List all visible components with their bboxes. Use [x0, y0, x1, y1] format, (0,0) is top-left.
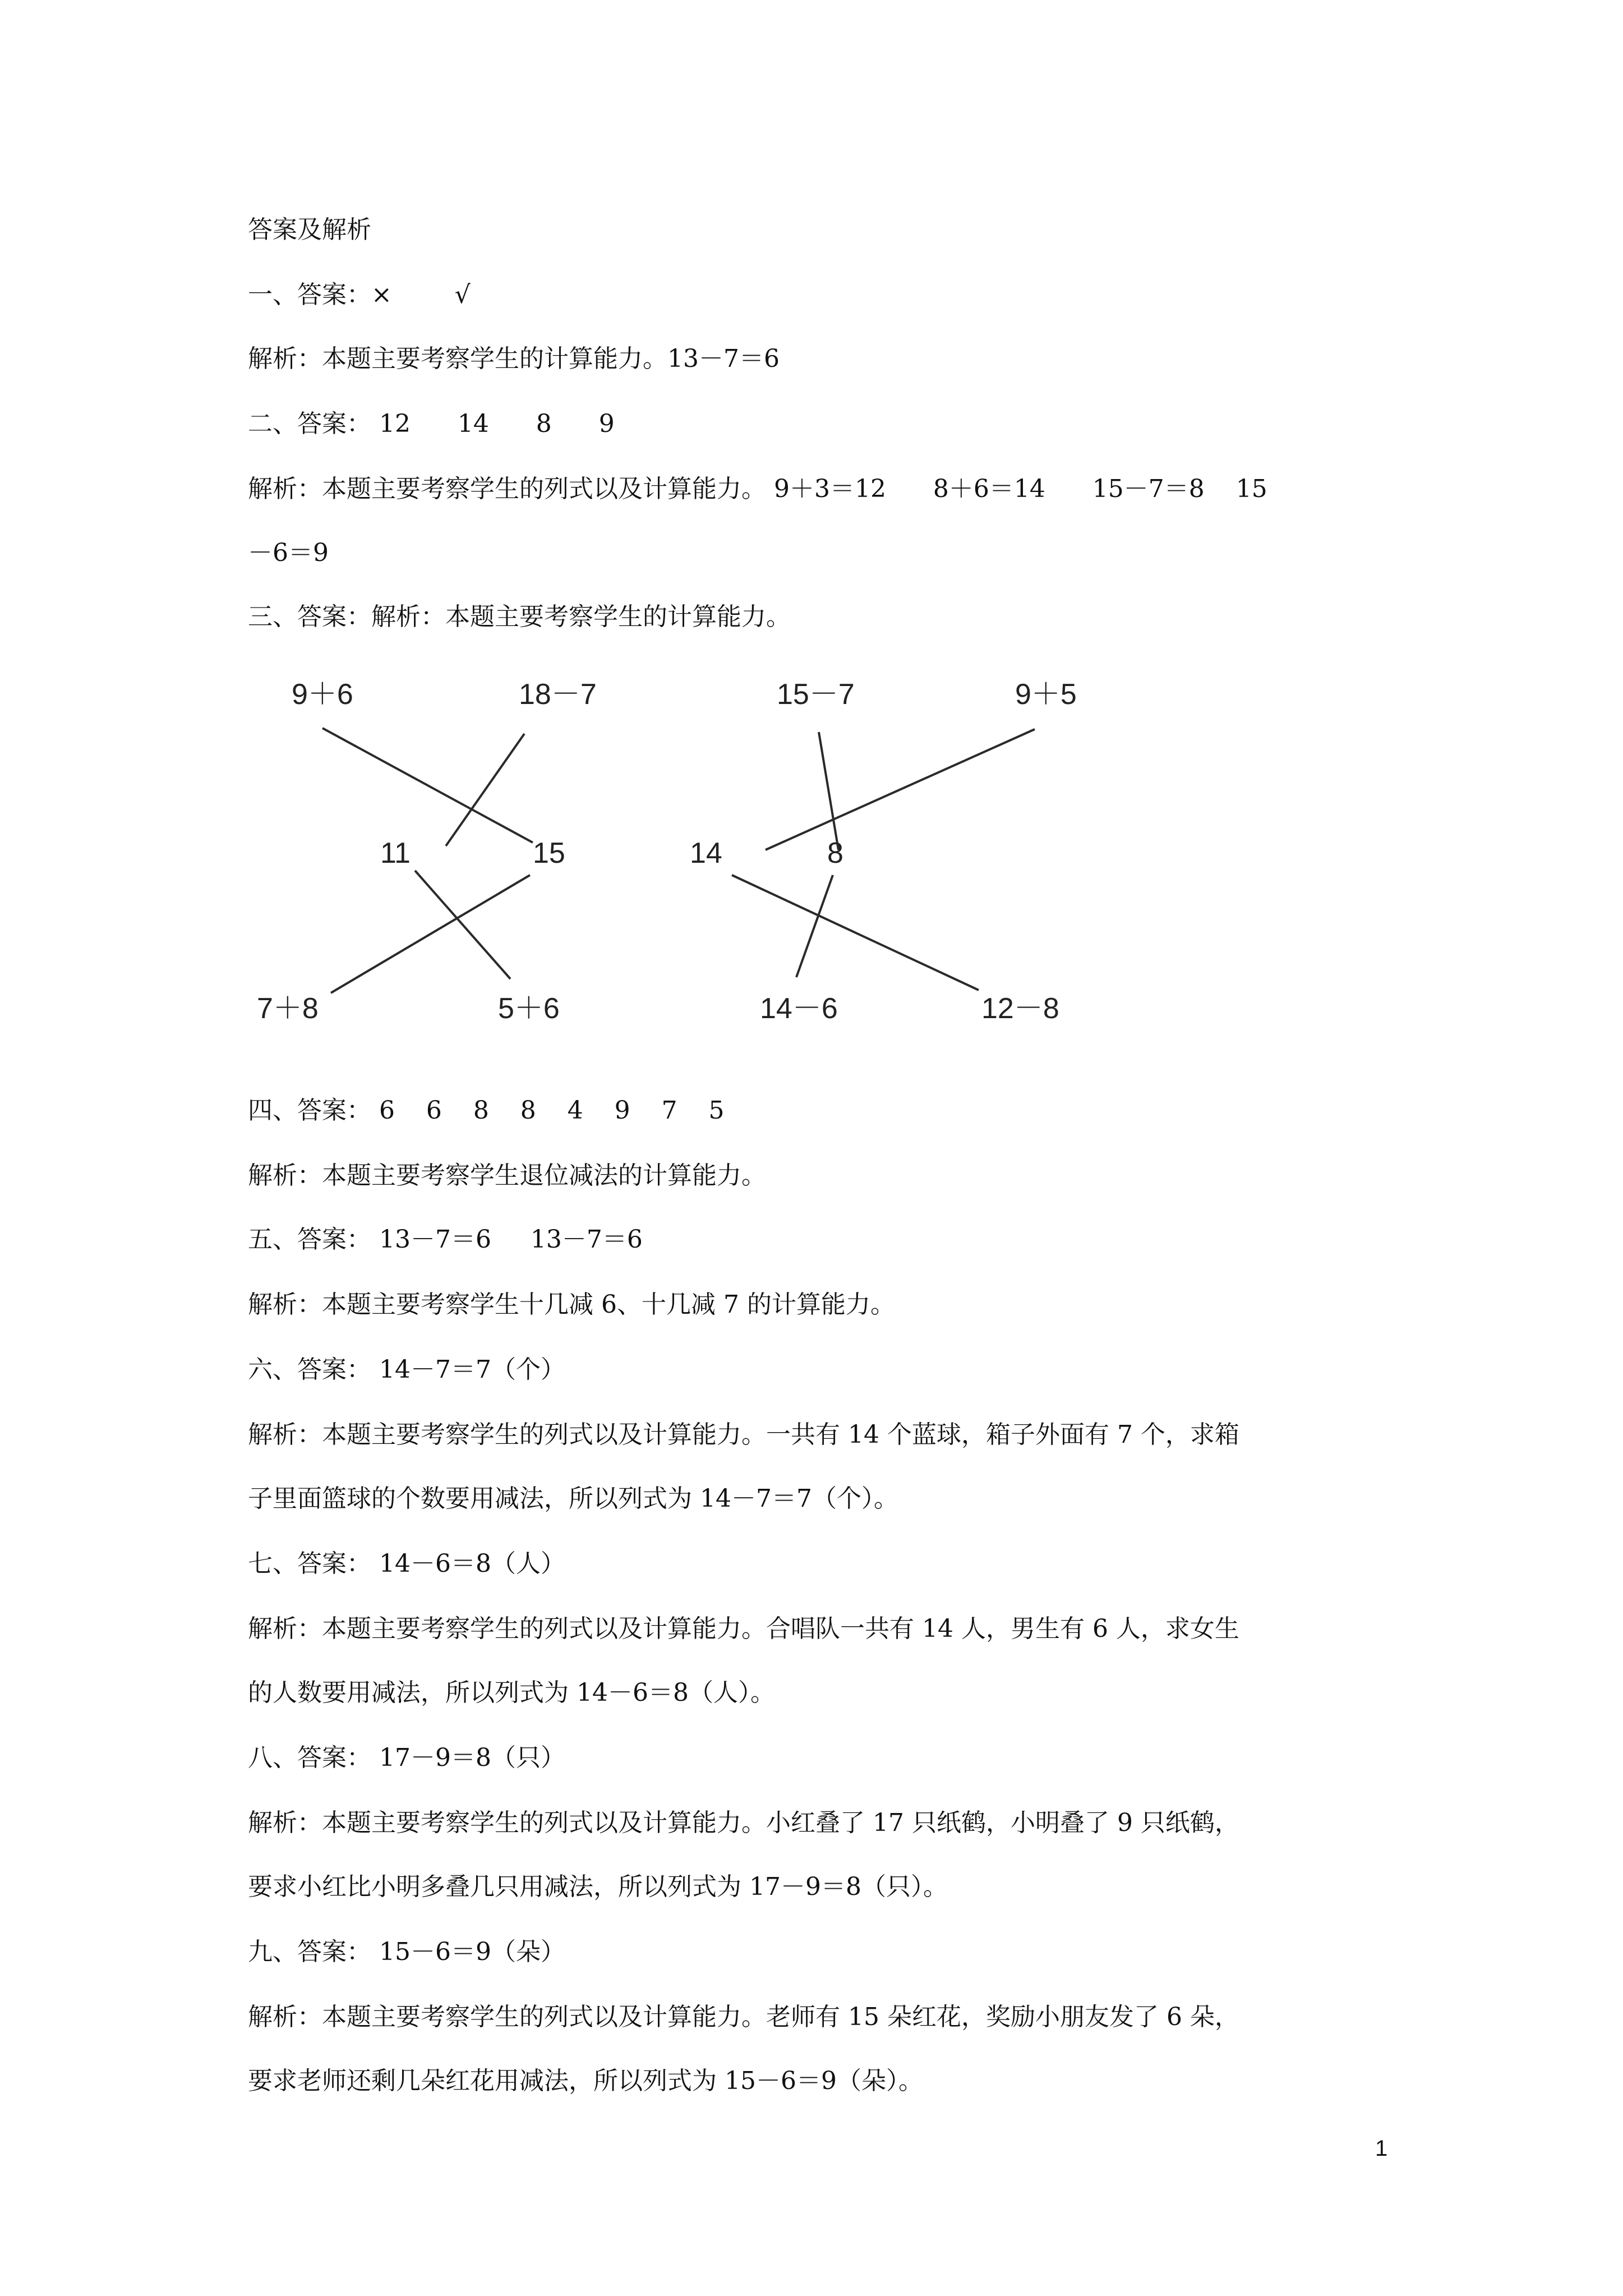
expr-18-minus-7: 18－7 [519, 678, 597, 711]
expr-9-plus-5: 9＋5 [1015, 678, 1077, 711]
analysis-9-line-2: 要求老师还剩几朵红花用减法，所以列式为 15－6＝9（朵）。 [248, 2067, 923, 2095]
connector-line [732, 875, 979, 990]
answer-8: 八、答案： 17－9＝8（只） [248, 1743, 565, 1772]
analysis-9-line-1: 解析：本题主要考察学生的列式以及计算能力。老师有 15 朵红花，奖励小朋友发了 6 朵， [248, 2003, 1239, 2031]
answer-9: 九、答案： 15－6＝9（朵） [248, 1938, 565, 1966]
connector-line [796, 875, 833, 977]
analysis-7-line-1: 解析：本题主要考察学生的列式以及计算能力。合唱队一共有 14 人，男生有 6 人，求女生 [248, 1614, 1239, 1643]
analysis-2-line-1: 解析：本题主要考察学生的列式以及计算能力。 9＋3＝12 8＋6＝14 15－7＝8 15 [248, 475, 1267, 503]
page-number: 1 [1375, 2136, 1388, 2161]
expr-12-minus-8: 12－8 [981, 992, 1059, 1025]
matching-diagram [241, 656, 1116, 1049]
number-8: 8 [827, 837, 843, 869]
analysis-1: 解析：本题主要考察学生的计算能力。13－7＝6 [248, 344, 780, 373]
number-15: 15 [533, 837, 565, 869]
connector-line [415, 871, 510, 979]
answer-7: 七、答案： 14－6＝8（人） [248, 1549, 565, 1578]
expr-5-plus-6: 5＋6 [498, 992, 560, 1025]
connector-line [766, 729, 1035, 850]
answer-5: 五、答案： 13－7＝6 13－7＝6 [248, 1225, 643, 1254]
connector-line [331, 875, 530, 993]
analysis-2-line-2: －6＝9 [248, 539, 329, 567]
connector-line [446, 734, 524, 846]
analysis-4: 解析：本题主要考察学生退位减法的计算能力。 [248, 1161, 766, 1190]
number-14: 14 [690, 837, 722, 869]
number-11: 11 [380, 837, 411, 869]
analysis-7-line-2: 的人数要用减法，所以列式为 14－6＝8（人）。 [248, 1678, 775, 1707]
answer-6: 六、答案： 14－7＝7（个） [248, 1355, 565, 1384]
analysis-6-line-2: 子里面篮球的个数要用减法，所以列式为 14－7＝7（个）。 [248, 1484, 898, 1513]
analysis-8-line-2: 要求小红比小明多叠几只用减法，所以列式为 17－9＝8（只）。 [248, 1872, 948, 1901]
answer-4: 四、答案： 6 6 8 8 4 9 7 5 [248, 1096, 725, 1125]
analysis-6-line-1: 解析：本题主要考察学生的列式以及计算能力。一共有 14 个蓝球，箱子外面有 7 个，求箱 [248, 1420, 1239, 1449]
expr-7-plus-8: 7＋8 [257, 992, 319, 1025]
analysis-5: 解析：本题主要考察学生十几减 6、十几减 7 的计算能力。 [248, 1290, 895, 1319]
expr-14-minus-6: 14－6 [760, 992, 838, 1025]
answer-2: 二、答案： 12 14 8 9 [248, 409, 615, 438]
answer-3: 三、答案：解析：本题主要考察学生的计算能力。 [248, 602, 791, 631]
expr-15-minus-7: 15－7 [777, 678, 855, 711]
analysis-8-line-1: 解析：本题主要考察学生的列式以及计算能力。小红叠了 17 只纸鹤，小明叠了 9 只纸鹤， [248, 1809, 1239, 1837]
connector-line [819, 732, 838, 850]
expr-9-plus-6: 9＋6 [292, 678, 353, 711]
answer-1: 一、答案：× √ [248, 280, 471, 309]
page-title: 答案及解析 [248, 215, 371, 244]
connector-line [322, 728, 533, 843]
